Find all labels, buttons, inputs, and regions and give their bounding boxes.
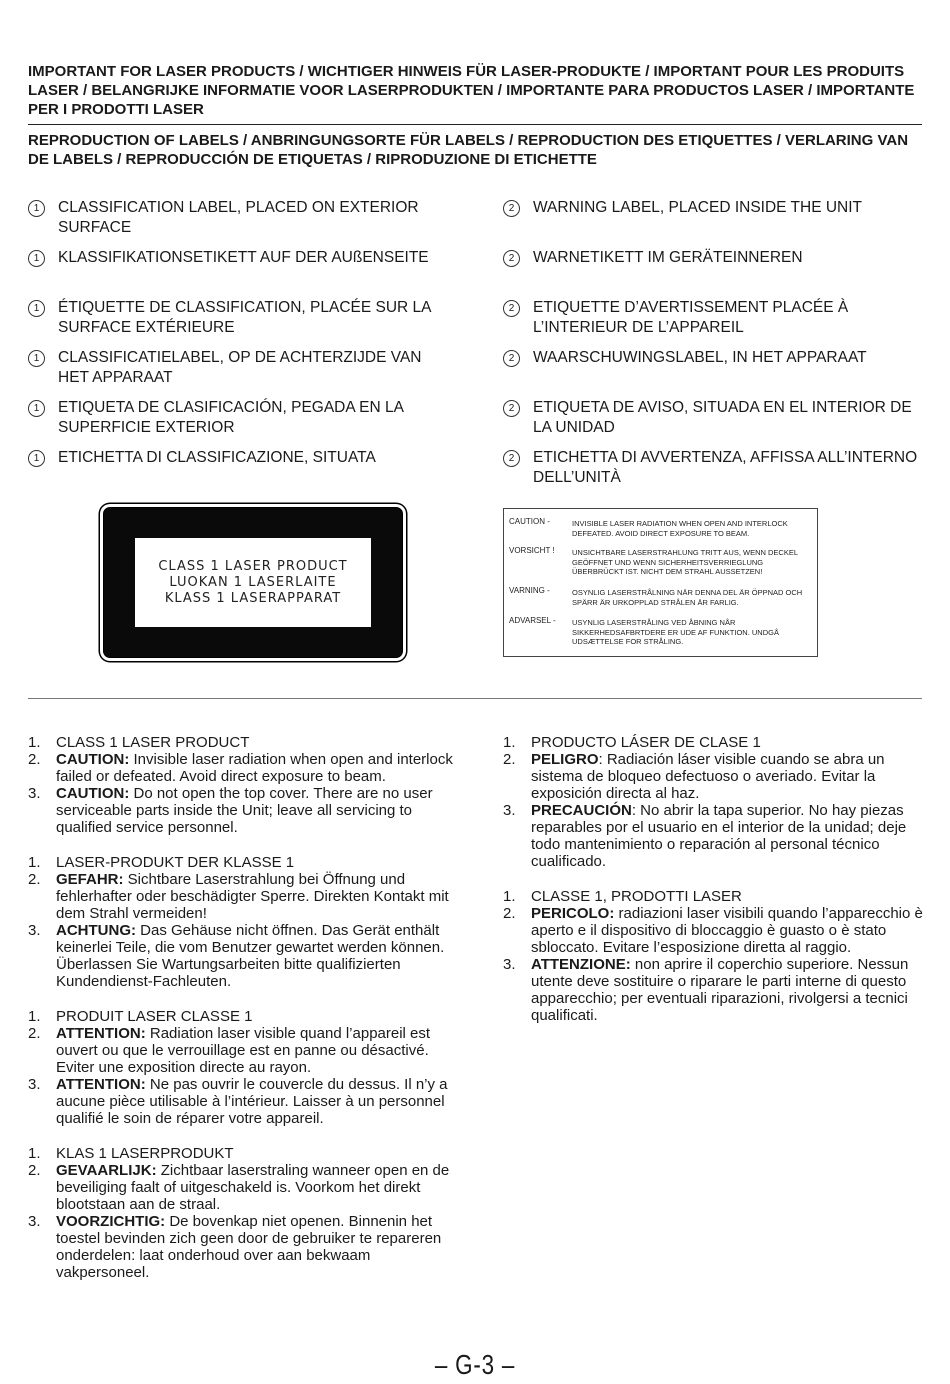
class-label-line: LUOKAN 1 LASERLAITE	[169, 574, 337, 590]
instructions-left-column	[28, 734, 458, 1299]
list-item: 3. ACHTUNG: Das Gehäuse nicht öffnen. Das Gerät enthält keinerlei Teile, die vom Benutzer gewartet werden können. Überlassen Sie Wartungsarbeiten bitte qualifizierten Kundendienst-Fachleuten.	[28, 922, 445, 990]
list-item: 2. PELIGRO: Radiación láser visible cuando se abra un sistema de bloqueo defectuoso o averiado. Evitar la exposición directa al haz.	[503, 751, 885, 802]
classification-label-text	[135, 538, 371, 627]
warning-keyword: ADVARSEL -	[509, 616, 556, 625]
section-divider	[28, 698, 922, 699]
class-label-line: CLASS 1 LASER PRODUCT	[158, 558, 348, 574]
label-descriptions-2	[503, 198, 923, 498]
circled-number-2: 2	[503, 300, 520, 317]
warning-label	[503, 508, 818, 657]
circled-number-1: 1	[28, 400, 45, 417]
language-block-italian	[503, 888, 933, 1024]
language-block-french	[28, 1008, 458, 1127]
heading-rule	[28, 124, 922, 125]
language-block-german	[28, 854, 458, 990]
list-item: 1. KLAS 1 LASERPRODUKT	[28, 1145, 234, 1162]
list-item: 1. CLASS 1 LASER PRODUCT	[28, 734, 250, 751]
circled-number-2: 2	[503, 350, 520, 367]
label-description: 2 ETIQUETA DE AVISO, SITUADA EN EL INTERIOR DE LA UNIDAD	[503, 398, 923, 448]
label-description: 2 WAARSCHUWINGSLABEL, IN HET APPARAAT	[503, 348, 923, 398]
list-item: 3. CAUTION: Do not open the top cover. There are no user serviceable parts inside the Unit; leave all servicing to qualified service personnel.	[28, 785, 433, 836]
label-description: 1 CLASSIFICATION LABEL, PLACED ON EXTERIOR SURFACE	[28, 198, 448, 248]
list-item: 2. GEFAHR: Sichtbare Laserstrahlung bei Öffnung und fehlerhafter oder beschädigter Sperre. Direkten Kontakt mit dem Strahl vermeiden!	[28, 871, 449, 922]
circled-number-1: 1	[28, 450, 45, 467]
label-descriptions-1	[28, 198, 448, 498]
sub-heading: REPRODUCTION OF LABELS / ANBRINGUNGSORTE FÜR LABELS / REPRODUCTION DES ETIQUETTES / VERLARING VAN DE LABELS / REPRODUCCIÓN DE ETIQUETAS / RIPRODUZIONE DI ETICHETTE	[28, 132, 909, 168]
label-description: 1 CLASSIFICATIELABEL, OP DE ACHTERZIJDE VAN HET APPARAAT	[28, 348, 448, 398]
list-item: 1. CLASSE 1, PRODOTTI LASER	[503, 888, 742, 905]
circled-number-1: 1	[28, 300, 45, 317]
list-item: 3. PRECAUCIÓN: No abrir la tapa superior. No hay piezas reparables por el usuario en el interior de la unidad; deje todo mantenimiento o reparación al personal técnico cualificado.	[503, 802, 907, 870]
list-item: 1. PRODUIT LASER CLASSE 1	[28, 1008, 253, 1025]
label-description: 2 WARNETIKETT IM GERÄTEINNEREN	[503, 248, 923, 298]
label-description: 1 ÉTIQUETTE DE CLASSIFICATION, PLACÉE SUR LA SURFACE EXTÉRIEURE	[28, 298, 448, 348]
warning-text: USYNLIG LASERSTRÅLING VED ÅBNING NÅR SIKKERHEDSAFBRTDERE ER UDE AF FUNKTION. UNDGÅ UDSÆTTELSE FOR STRÅLING.	[572, 618, 779, 646]
language-block-dutch	[28, 1145, 458, 1281]
list-item: 1. LASER-PRODUKT DER KLASSE 1	[28, 854, 295, 871]
label-description: 1 ETIQUETA DE CLASIFICACIÓN, PEGADA EN LA SUPERFICIE EXTERIOR	[28, 398, 448, 448]
circled-number-2: 2	[503, 400, 520, 417]
language-block-spanish	[503, 734, 933, 870]
label-description: 2 ETIQUETTE D’AVERTISSEMENT PLACÉE À L’INTERIEUR DE L’APPAREIL	[503, 298, 923, 348]
list-item: 3. VOORZICHTIG: De bovenkap niet openen. Binnenin het toestel bevinden zich geen door de gebruiker te repareren onderdelen: laat onderhoud over aan bekwaam vakpersoneel.	[28, 1213, 442, 1281]
list-item: 3. ATTENZIONE: non aprire il coperchio superiore. Nessun utente deve sostituire o riparare le parti interne di questo apparecchio; per eventuali riparazioni, rivolgersi a tecnici qualificati.	[503, 956, 909, 1024]
class-label-line: KLASS 1 LASERAPPARAT	[164, 590, 342, 606]
classification-label	[103, 507, 403, 658]
warning-text: INVISIBLE LASER RADIATION WHEN OPEN AND INTERLOCK DEFEATED. AVOID DIRECT EXPOSURE TO BEAM.	[572, 519, 788, 538]
label-description: 1 KLASSIFIKATIONSETIKETT AUF DER AUßENSEITE	[28, 248, 448, 298]
label-description: 1 ETICHETTA DI CLASSIFICAZIONE, SITUATA	[28, 448, 448, 498]
list-item: 2. GEVAARLIJK: Zichtbaar laserstraling wanneer open en de beveiliging faalt of uitgeschakeld is. Voorkom het direkt blootstaan aan de straal.	[28, 1162, 450, 1213]
circled-number-1: 1	[28, 350, 45, 367]
list-item: 2. ATTENTION: Radiation laser visible quand l’appareil est ouvert ou que le verrouillage est en panne ou désactivé. Eviter une exposition directe au rayon.	[28, 1025, 431, 1076]
circled-number-2: 2	[503, 450, 520, 467]
list-item: 3. ATTENTION: Ne pas ouvrir le couvercle du dessus. Il n’y a aucune pièce utilisable à l’intérieur. Laisser à un personnel qualifié le soin de réparer votre appareil.	[28, 1076, 448, 1127]
warning-keyword: CAUTION -	[509, 517, 550, 526]
list-item: 1. PRODUCTO LÁSER DE CLASE 1	[503, 734, 761, 751]
circled-number-1: 1	[28, 200, 45, 217]
circled-number-1: 1	[28, 250, 45, 267]
list-item: 2. PERICOLO: radiazioni laser visibili quando l’apparecchio è aperto e il dispositivo di bloccaggio è guasto o è stato sbloccato. Evitare l’esposizione diretta al raggio.	[503, 905, 923, 956]
circled-number-2: 2	[503, 200, 520, 217]
warning-text: OSYNLIG LASERSTRÅLNING NÄR DENNA DEL ÄR ÖPPNAD OCH SPÄRR ÄR URKOPPLAD STRÅLEN ÄR FARLIG.	[572, 588, 803, 607]
circled-number-2: 2	[503, 250, 520, 267]
warning-keyword: VARNING -	[509, 586, 550, 595]
list-item: 2. CAUTION: Invisible laser radiation when open and interlock failed or defeated. Avoid direct exposure to beam.	[28, 751, 453, 785]
warning-text: UNSICHTBARE LASERSTRAHLUNG TRITT AUS, WENN DECKEL GEÖFFNET UND WENN SICHERHEITSVERRIEGLUNG ÜBERBRÜCKT IST. NICHT DEM STRAHL AUSSETZEN!	[572, 548, 798, 576]
language-block-english	[28, 734, 458, 836]
label-description: 2 ETICHETTA DI AVVERTENZA, AFFISSA ALL’INTERNO DELL’UNITÀ	[503, 448, 923, 498]
warning-keyword: VORSICHT !	[509, 546, 555, 555]
main-heading: IMPORTANT FOR LASER PRODUCTS / WICHTIGER HINWEIS FÜR LASER-PRODUKTE / IMPORTANT POUR LES PRODUITS LASER / BELANGRIJKE INFORMATIE VOOR LASERPRODUKTEN / IMPORTANTE PARA PRODUCTOS LASER / IMPORTANTE PER I PRODOTTI LASER	[28, 63, 915, 118]
label-description: 2 WARNING LABEL, PLACED INSIDE THE UNIT	[503, 198, 923, 248]
instructions-right-column	[503, 734, 933, 1042]
page-number: – G-3 –	[434, 1349, 516, 1380]
